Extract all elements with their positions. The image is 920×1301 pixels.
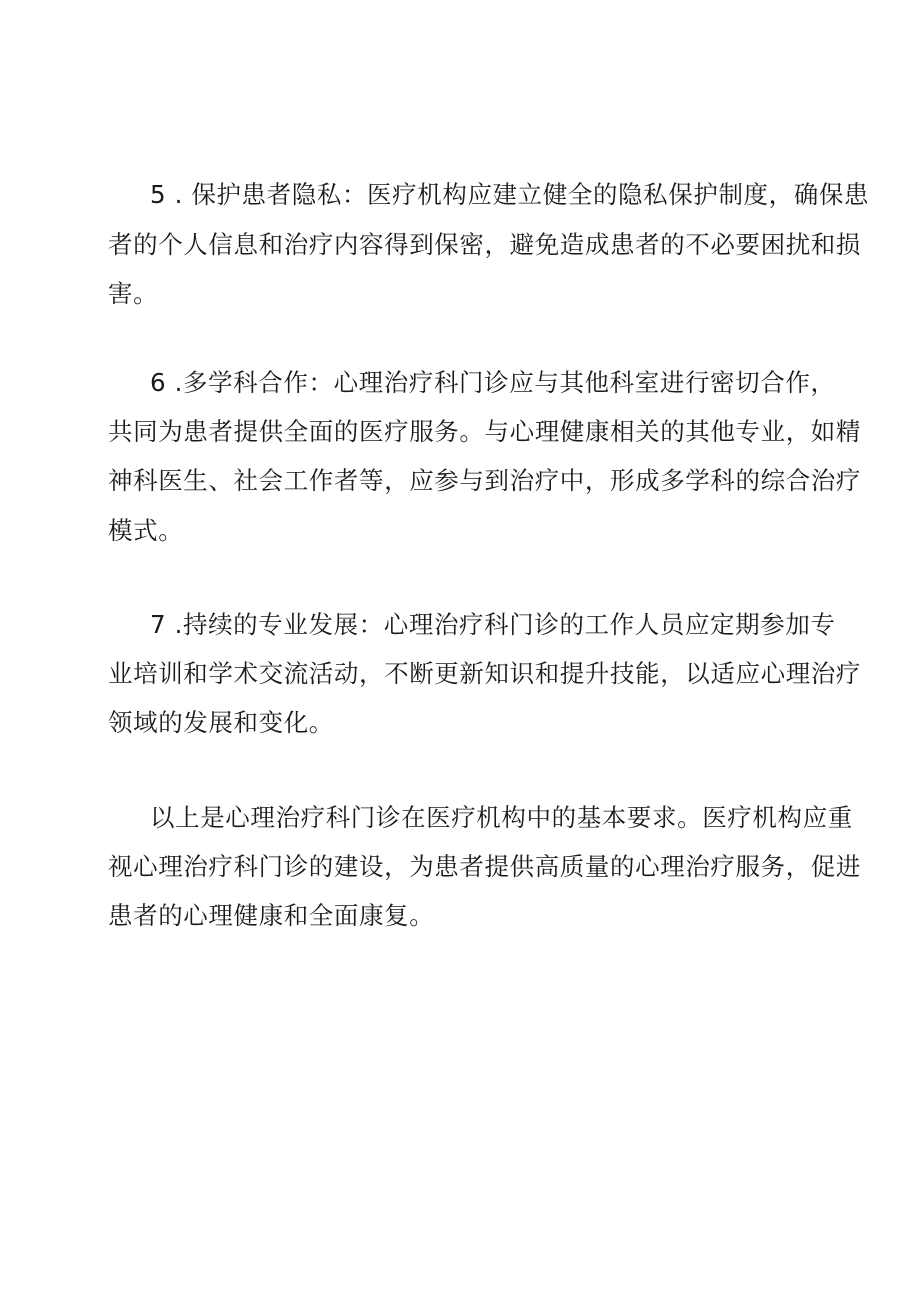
paragraph-line: 神科医生、社会工作者等，应参与到治疗中，形成多学科的综合治疗 [108,466,861,495]
paragraph-line: 害。 [108,279,159,308]
paragraph-line: 5 . 保护患者隐私：医疗机构应建立健全的隐私保护制度，确保患 [150,180,870,209]
paragraph-line: 领域的发展和变化。 [108,708,334,737]
paragraph-line: 以上是心理治疗科门诊在医疗机构中的基本要求。医疗机构应重 [150,803,853,832]
paragraph-line: 患者的心理健康和全面康复。 [108,901,435,930]
paragraph-line: 7 .持续的专业发展：心理治疗科门诊的工作人员应定期参加专 [150,610,836,639]
paragraph-line: 6 .多学科合作：心理治疗科门诊应与其他科室进行密切合作， [150,368,836,397]
paragraph-line: 共同为患者提供全面的医疗服务。与心理健康相关的其他专业，如精 [108,417,861,446]
paragraph-line: 业培训和学术交流活动，不断更新知识和提升技能，以适应心理治疗 [108,659,861,688]
paragraph-line: 视心理治疗科门诊的建设，为患者提供高质量的心理治疗服务，促进 [108,852,861,881]
paragraph-line: 模式。 [108,516,184,545]
paragraph-line: 者的个人信息和治疗内容得到保密，避免造成患者的不必要困扰和损 [108,230,861,259]
